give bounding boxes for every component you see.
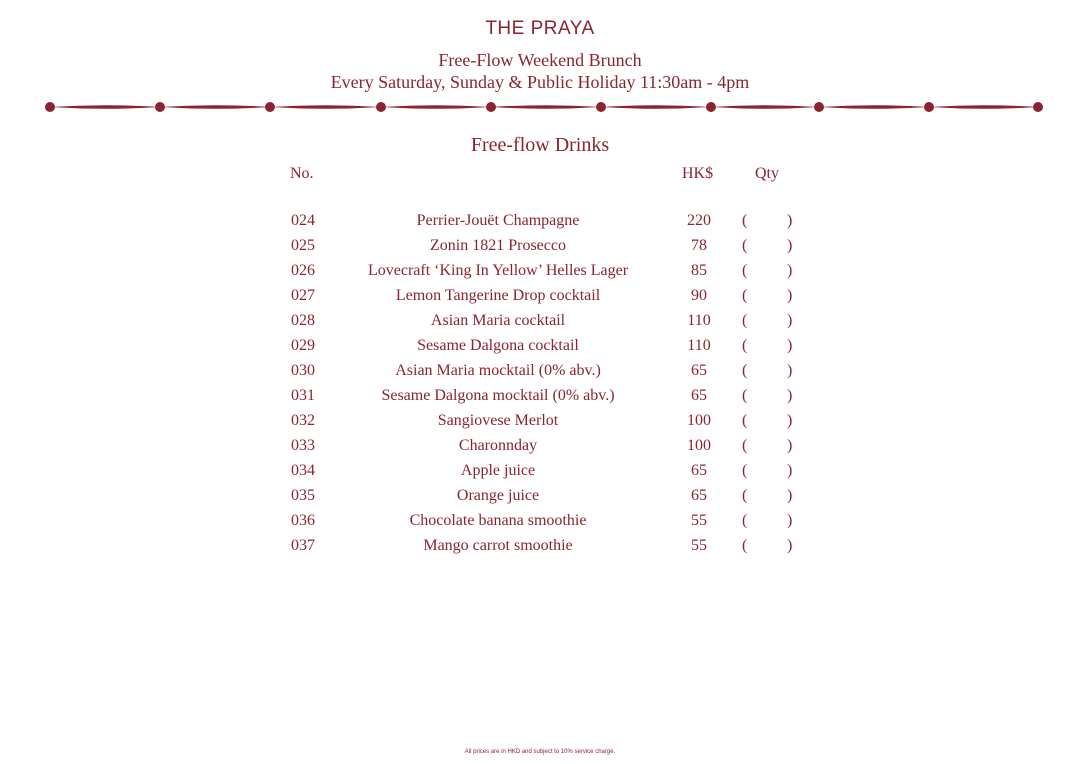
divider-segment (819, 105, 929, 109)
qty-open-bracket: ( (742, 387, 748, 404)
item-name: Mango carrot smoothie (423, 537, 573, 554)
item-price: 90 (691, 287, 707, 304)
brand-name: THE PRAYA (485, 18, 595, 39)
item-number: 030 (291, 362, 315, 379)
divider-segment (270, 105, 381, 109)
item-price: 100 (687, 412, 711, 429)
drink-row (0, 285, 1080, 310)
qty-open-bracket: ( (742, 212, 748, 229)
divider-dot (376, 102, 386, 112)
qty-open-bracket: ( (742, 262, 748, 279)
qty-open-bracket: ( (742, 487, 748, 504)
qty-close-bracket: ) (787, 212, 793, 229)
divider-dot (814, 102, 824, 112)
qty-open-bracket: ( (742, 287, 748, 304)
item-number: 027 (291, 287, 315, 304)
drinks-list (0, 210, 1080, 560)
item-name: Zonin 1821 Prosecco (430, 237, 566, 254)
item-name: Sangiovese Merlot (437, 412, 559, 429)
item-name: Chocolate banana smoothie (409, 512, 587, 529)
qty-close-bracket: ) (787, 362, 793, 379)
column-header-no: No. (290, 165, 314, 182)
item-name: Lemon Tangerine Drop cocktail (395, 287, 601, 304)
divider-dot (45, 102, 55, 112)
item-price: 55 (691, 537, 707, 554)
drink-row (0, 210, 1080, 235)
item-price: 220 (687, 212, 711, 229)
qty-close-bracket: ) (787, 487, 793, 504)
item-name: Sesame Dalgona cocktail (417, 337, 579, 354)
qty-open-bracket: ( (742, 462, 748, 479)
divider-segment (381, 105, 491, 109)
divider-dot (596, 102, 606, 112)
ornamental-divider (40, 99, 1044, 115)
item-number: 033 (291, 437, 315, 454)
drink-row (0, 410, 1080, 435)
qty-open-bracket: ( (742, 512, 748, 529)
column-header-price: HK$ (682, 165, 714, 182)
item-price: 55 (691, 512, 707, 529)
item-price: 110 (687, 337, 711, 354)
qty-open-bracket: ( (742, 362, 748, 379)
item-name: Perrier-Jouët Champagne (416, 212, 580, 229)
column-header-qty: Qty (755, 165, 779, 182)
qty-close-bracket: ) (787, 387, 793, 404)
item-name: Apple juice (460, 462, 536, 479)
section-title: Free-flow Drinks (470, 134, 610, 156)
divider-dot (1033, 102, 1043, 112)
divider-segment (160, 105, 270, 109)
drink-row (0, 535, 1080, 560)
drink-row (0, 360, 1080, 385)
event-title: Free-Flow Weekend Brunch (438, 50, 642, 70)
qty-close-bracket: ) (787, 337, 793, 354)
item-price: 65 (691, 362, 707, 379)
divider-dot (486, 102, 496, 112)
qty-close-bracket: ) (787, 262, 793, 279)
item-number: 025 (291, 237, 315, 254)
item-name: Lovecraft ‘King In Yellow’ Helles Lager (367, 262, 629, 279)
item-name: Asian Maria mocktail (0% abv.) (395, 362, 601, 379)
item-number: 034 (291, 462, 315, 479)
drink-row (0, 460, 1080, 485)
item-price: 78 (691, 237, 707, 254)
drink-row (0, 485, 1080, 510)
item-price: 85 (691, 262, 707, 279)
item-number: 024 (291, 212, 315, 229)
event-schedule: Every Saturday, Sunday & Public Holiday 11:30am - 4pm (330, 72, 750, 92)
divider-dot (706, 102, 716, 112)
divider-segment (711, 105, 819, 109)
item-number: 036 (291, 512, 315, 529)
item-number: 028 (291, 312, 315, 329)
divider-segment (491, 105, 601, 109)
drink-row (0, 235, 1080, 260)
qty-open-bracket: ( (742, 412, 748, 429)
divider-dot (155, 102, 165, 112)
footnote: All prices are in HKD and subject to 10% service charge. (464, 749, 616, 755)
qty-open-bracket: ( (742, 437, 748, 454)
qty-open-bracket: ( (742, 337, 748, 354)
item-number: 026 (291, 262, 315, 279)
qty-close-bracket: ) (787, 437, 793, 454)
divider-dot (924, 102, 934, 112)
drink-row (0, 335, 1080, 360)
divider-segment (929, 105, 1039, 109)
drink-row (0, 385, 1080, 410)
item-name: Charonnday (458, 437, 538, 454)
qty-close-bracket: ) (787, 537, 793, 554)
divider-segment (50, 105, 160, 109)
item-name: Asian Maria cocktail (430, 312, 566, 329)
item-price: 65 (691, 387, 707, 404)
drink-row (0, 510, 1080, 535)
divider-segment (601, 105, 711, 109)
drink-row (0, 435, 1080, 460)
qty-open-bracket: ( (742, 237, 748, 254)
item-price: 100 (687, 437, 711, 454)
qty-open-bracket: ( (742, 312, 748, 329)
divider-dot (265, 102, 275, 112)
qty-close-bracket: ) (787, 237, 793, 254)
item-price: 110 (687, 312, 711, 329)
qty-close-bracket: ) (787, 287, 793, 304)
qty-close-bracket: ) (787, 312, 793, 329)
item-number: 031 (291, 387, 315, 404)
drink-row (0, 310, 1080, 335)
item-number: 029 (291, 337, 315, 354)
item-price: 65 (691, 487, 707, 504)
qty-close-bracket: ) (787, 512, 793, 529)
qty-close-bracket: ) (787, 462, 793, 479)
item-price: 65 (691, 462, 707, 479)
drink-row (0, 260, 1080, 285)
qty-open-bracket: ( (742, 537, 748, 554)
item-number: 035 (291, 487, 315, 504)
item-number: 037 (291, 537, 315, 554)
qty-close-bracket: ) (787, 412, 793, 429)
item-name: Orange juice (456, 487, 540, 504)
item-name: Sesame Dalgona mocktail (0% abv.) (381, 387, 615, 404)
item-number: 032 (291, 412, 315, 429)
